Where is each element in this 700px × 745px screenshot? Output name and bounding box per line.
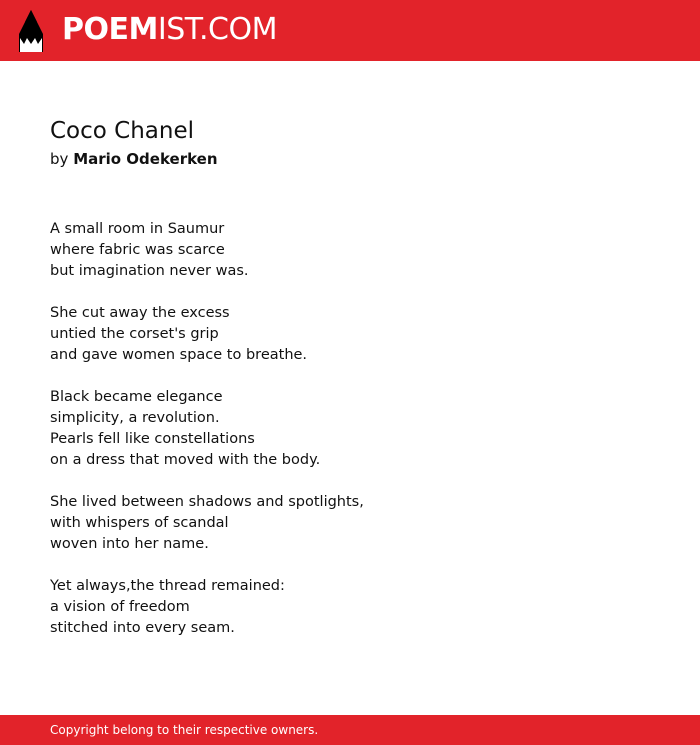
stanza — [50, 576, 650, 639]
stanza — [50, 387, 650, 471]
poem-line: woven into her name. — [50, 536, 209, 552]
stanza — [50, 492, 650, 555]
poem-line: but imagination never was. — [50, 263, 249, 279]
poem-line: and gave women space to breathe. — [50, 347, 308, 363]
poem-line: where fabric was scarce — [50, 242, 225, 258]
site-footer — [0, 715, 700, 745]
pencil-tip-icon — [17, 10, 45, 52]
poem-line: Pearls fell like constellations — [50, 431, 255, 447]
poem-line: She lived between shadows and spotlights, — [50, 494, 364, 510]
site-logo[interactable] — [62, 10, 277, 50]
poem-line: with whispers of scandal — [50, 515, 229, 531]
poem-line: She cut away the excess — [50, 305, 230, 321]
poem-line: stitched into every seam. — [50, 620, 235, 636]
poem-line: on a dress that moved with the body. — [50, 452, 321, 468]
poem-line: simplicity, a revolution. — [50, 410, 220, 426]
stanza — [50, 303, 650, 366]
author-name: Mario Odekerken — [73, 150, 218, 168]
logo-text-strong: POEM — [62, 12, 158, 47]
stanza — [50, 219, 650, 282]
logo-text-light: IST.COM — [157, 12, 277, 47]
poem-title: Coco Chanel — [50, 118, 195, 144]
poem-line: untied the corset's grip — [50, 326, 219, 342]
poem-line: A small room in Saumur — [50, 221, 225, 237]
poem-line: Black became elegance — [50, 389, 223, 405]
copyright-notice: Copyright belong to their respective owners. — [50, 723, 319, 737]
poem-line: a vision of freedom — [50, 599, 190, 615]
poem-body — [50, 219, 650, 660]
site-header — [0, 0, 700, 61]
byline — [50, 149, 218, 169]
by-label: by — [50, 150, 69, 168]
poem-line: Yet always,the thread remained: — [50, 578, 285, 594]
